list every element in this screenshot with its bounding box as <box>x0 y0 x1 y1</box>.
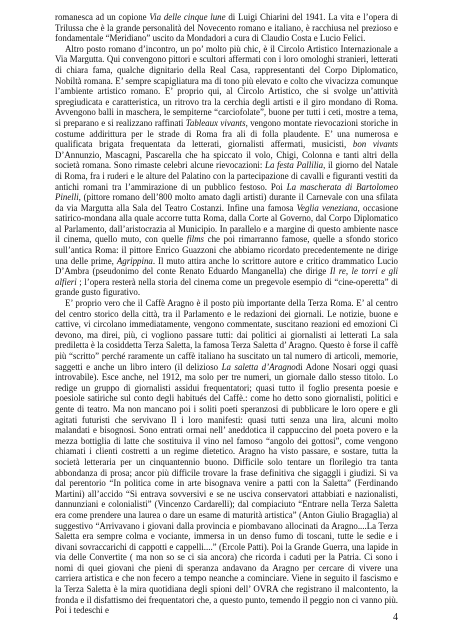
text-run: . Il muto attira anche lo scrittore autore e critico drammatico Lucio D’Ambra (pseudonimo del conte Renato Eduardo Manganella) che dirige <box>55 255 398 277</box>
text-run: , vengono montate rievocazioni storiche in costume addirittura per le strade di Roma fra ali di folla plaudente. E’ una numerosa e qualificata brigata frequentata da letterati, giornalisti affermati, musicisti, <box>55 117 398 150</box>
italic-title: Agrippina <box>116 255 153 266</box>
italic-title: Veglia veneziana <box>296 202 358 213</box>
text-run: , il giorno del Natale di Roma, fra i ruderi e le alture del Palatino con la partecipazione di cavalli e figuranti vestiti da antichi romani tra l’ammirazione di un pubblico festoso. Poi <box>55 160 398 192</box>
text-run: D’Annunzio, Mascagni, Pascarella che ha spiccato il volo, Chigi, Colonna e tanti altri della società romana. Sono rimaste celebri alcune rievocazioni: <box>55 149 398 171</box>
italic-title: La mascherata di Bartolomeo Pinelli <box>55 181 399 203</box>
italic-title: Via delle cinque lune <box>149 12 226 22</box>
italic-title: La saletta d’Aragno <box>221 361 296 372</box>
text-run: che poi rimarranno famose, quelle a sfondo storico sull’antica Roma: il pittore Enrico Guazzoni che abbiamo ricordato precedentemente ne dirige una delle prime, <box>55 234 398 266</box>
text-run: E’ proprio vero che il Caffè Aragno è il posto più importante della Terza Roma. E’ al centro del centro storico della città, tra il Parlamento e le redazioni dei giornali. Le notizie, buone e cattive, vi circolano immediatamente, vengono commentate, suscitano reazioni ed emozioni Ci devono, ma direi, più, ci vogliono passare tutti: dai politici ai giornalisti ai letterati La sala prediletta è la cosiddetta Terza Saletta, la famosa Terza Saletta d’ Aragno. Questo è forse il caffè più “scritto” perché raramente un caffè italiano ha suscitato un tal numero di articoli, memorie, saggetti e anche un libro intero (il delizioso <box>55 298 398 372</box>
italic-title: films <box>186 234 205 245</box>
italic-title: Tableaux vivants <box>185 117 246 128</box>
text-run: ; l’opera resterà nella storia del cinema come un pregevole esempio di “cine-operetta” di grande gusto figurativo. <box>55 276 398 298</box>
text-run: romanesca ad un copione <box>55 12 150 22</box>
text-run: di Luigi Chiarini del 1941. La vita e l’opera di Trilussa che è la grande personalità del Novecento romano e italiano, è racchiusa nel prezioso e fondamentale “Meridiano” uscito da Mondadori a cura di Claudio Costa e Lucio Felici. <box>55 12 398 44</box>
text-run: Altro posto romano d’incontro, un po’ molto più chic, è il Circolo Artistico Internazionale a Via Margutta. Qui convengono pittori e scultori affermati con i loro omologhi stranieri, letterati di chiara fama, qualche dignitario della Real Casa, rappresentanti del Corpo Diplomatico, Nobiltà romana. E’ sempre scapigliatura ma di tono più elevato e colto che vivacizza comunque l’ambiente artistico romano. E’ proprio qui, al Circolo Artistico, che si svolge un’attività spregiudicata e caratteristica, un ritrovo tra la cerchia degli artisti e il giro mondano di Roma. Avvengono balli in maschera, le sempiterne “carciofolate”, buone per tutti i ceti, mostre a tema, si preparano e si realizzano raffinati <box>55 43 398 128</box>
text-run: , occasione satirico-mondana alla quale accorre tutta Roma, dalla Corte al Governo, dal Corpo Diplomatico al Parlamento, dall’aristocrazia al Municipio. In parallelo e a margine di questo ambiente nasce il cinema, quello muto, con quelle <box>55 202 399 245</box>
italic-title: bon vivants <box>352 139 398 150</box>
page-number: 4 <box>393 612 398 623</box>
text-run: di Adone Nosari oggi quasi introvabile). Esce anche, nel 1912, ma solo per tre numeri, un giornale dallo stesso titolo. Lo redige un gruppo di giornalisti assidui frequentatori; quasi tutto il foglio presenta poesie e poesiole satiriche sul conto degli habitués del Caffè.: come ho detto sono giornalisti, politici e gente di teatro. Ma non mancano poi i soliti poeti speranzosi di pubblicare le loro opere e gli agitati futuristi che servivano Il i loro manifesti: quasi tutti senza una lira, alcuni molto malandati e bisognosi. Sono entrati ormai nell’ aneddotica il cappuccino del poeta povero e la mezza bottiglia di latte che sostituiva il vino nel famoso “angolo dei gottosi”, come vengono chiamati i clienti costretti a un regime dietetico. Aragno ha visto passare, e sostare, tutta la società letteraria per un cinquantennio buono. Difficile solo tentare un florilegio tra tanta abbondanza di prosa; ancor più difficile trovare la frase definitiva che sigaggli i giudizi. Si va dal perentorio “In politica come in arte bisognava venire a patti con la Saletta” (Ferdinando Martini) all’accido “Si entrava sovversivi e se ne usciva conservatori attabbiati e nazionalisti, dannunziani e colonialisti” (Vincenzo Cardarelli); dal compiaciuto “Entrare nella Terza Saletta era come prendere una laurea o dare un esame di maturità artistica” (Anton Giulio Bragaglia) al suggestivo “Arrivavano i giovani dalla provincia e piombavano allocinati da Aragno....La Terza Saletta era sempre colma e vociante, immersa in un denso fumo di toscani, tutte le sedie e i divani sovraccarichi di cappotti e cappelli....” (Ercole Patti). Poi la Grande Guerra, una lapide in via delle Convertite ( ma non so se ci sia ancora) che ricorda i caduti per la Patria. Ci sono i nomi di quei giovani che pieni di speranza andavano da Aragno per cercare di vivere una carriera artistica e che non fecero a tempo neanche a cominciare. Viene in seguito il fascismo e la Terza Saletta è la mira quotidiana degli spioni dell’ OVRA che registrano il malcontento, la fronda e il disfattismo dei frequentatori che, a questo punto, temendo il peggio non ci vanno più. Poi i tedeschi e <box>55 361 398 616</box>
page-body <box>55 12 398 616</box>
italic-title: Il re, le torri e gli alfieri <box>55 266 399 287</box>
text-run: , (pittore romano dell’800 molto amato dagli artisti) durante il Carnevale con una sfilata da via Margutta alla Sala del Teatro Costanzi. Infine una famosa <box>55 192 398 213</box>
paragraph <box>55 44 398 298</box>
paragraph <box>55 298 398 616</box>
italic-title: La festa Pallilia <box>265 160 324 171</box>
paragraph <box>55 12 398 44</box>
